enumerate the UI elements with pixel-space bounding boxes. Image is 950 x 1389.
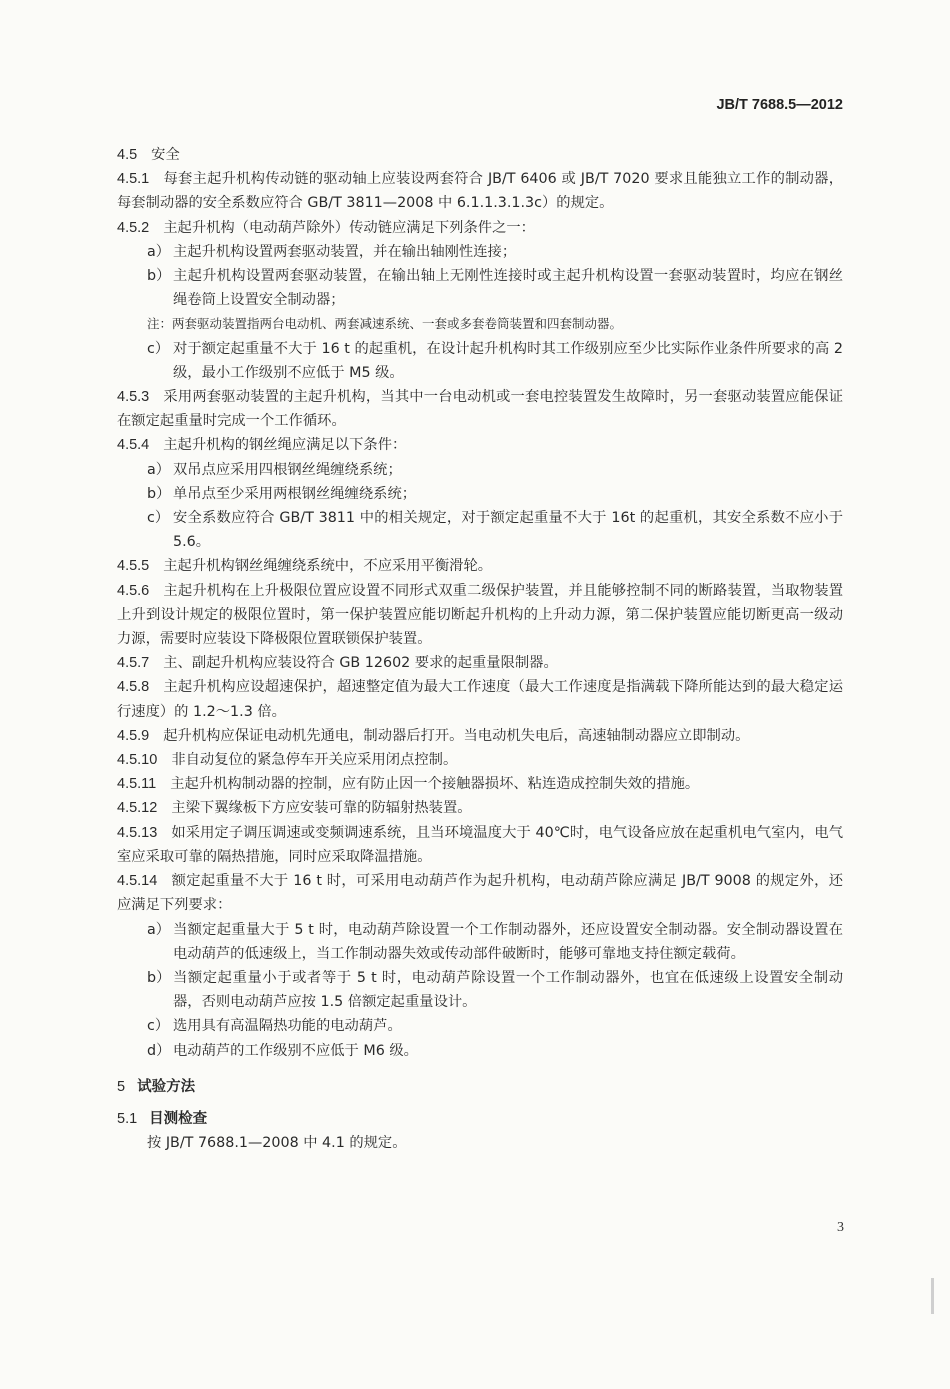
list-item: a） 主起升机构设置两套驱动装置，并在输出轴刚性连接； xyxy=(147,243,517,260)
clause-4-5-10: 4.5.10 非自动复位的紧急停车开关应采用闭点控制。 xyxy=(117,752,458,769)
chapter-heading: 5 试验方法 xyxy=(117,1078,196,1095)
list-item: a） 当额定起重量大于 5 t 时，电动葫芦除设置一个工作制动器外，还应设置安全制动器。安全制动器设置在电动葫芦的低速级上，当工作制动器失效或传动部件破断时，能够可靠地支持住额定载荷。 xyxy=(147,921,843,962)
clause-4-5-9: 4.5.9 起升机构应保证电动机先通电，制动器后打开。当电动机失电后，高速轴制动器应立即制动。 xyxy=(117,727,750,744)
clause-5-1-text: 按 JB/T 7688.1—2008 中 4.1 的规定。 xyxy=(147,1135,407,1152)
list-item: d） 电动葫芦的工作级别不应低于 M6 级。 xyxy=(147,1042,418,1059)
list-item: b） 单吊点至少采用两根钢丝绳缠绕系统； xyxy=(147,485,417,502)
list-item: c） 安全系数应符合 GB/T 3811 中的相关规定，对于额定起重量不大于 16t 的起重机，其安全系数不应小于 5.6。 xyxy=(147,510,843,551)
clause-4-5-8: 4.5.8 主起升机构应设超速保护，超速整定值为最大工作速度（最大工作速度是指满载下降所能达到的最大稳定运行速度）的 1.2～1.3 倍。 xyxy=(117,679,843,720)
list-item: a） 双吊点应采用四根钢丝绳缠绕系统； xyxy=(147,461,402,478)
note: 注：两套驱动装置指两台电动机、两套减速系统、一套或多套卷筒装置和四套制动器。 xyxy=(147,316,623,332)
clause-4-5-2: 4.5.2 主起升机构（电动葫芦除外）传动链应满足下列条件之一： xyxy=(117,219,535,236)
standard-code-header: JB/T 7688.5—2012 xyxy=(716,97,843,113)
list-item: b） 主起升机构设置两套驱动装置，在输出轴上无刚性连接时或主起升机构设置一套驱动装置时，均应在钢丝绳卷筒上设置安全制动器； xyxy=(147,268,843,309)
section-heading: 5.1 目测检查 xyxy=(117,1110,208,1127)
list-item: c） 对于额定起重量不大于 16 t 的起重机，在设计起升机构时其工作级别应至少比实际作业条件所要求的高 2 级，最小工作级别不应低于 M5 级。 xyxy=(147,340,843,381)
clause-4-5-3: 4.5.3 采用两套驱动装置的主起升机构，当其中一台电动机或一套电控装置发生故障时，另一套驱动装置应能保证在额定起重量时完成一个工作循环。 xyxy=(117,389,843,430)
clause-4-5-12: 4.5.12 主梁下翼缘板下方应安装可靠的防辐射热装置。 xyxy=(117,800,472,817)
clause-4-5-11: 4.5.11 主起升机构制动器的控制，应有防止因一个接触器损坏、粘连造成控制失效的措施。 xyxy=(117,776,700,793)
clause-4-5-6: 4.5.6 主起升机构在上升极限位置应设置不同形式双重二级保护装置，并且能够控制不同的断路装置，当取物装置上升到设计规定的极限位置时，第一保护装置应能切断起升机构的上升动力源，第二保护装置应能切断更高一级动力源，需要时应装设下降极限位置联锁保护装置。 xyxy=(117,582,843,648)
clause-4-5-5: 4.5.5 主起升机构钢丝绳缠绕系统中，不应采用平衡滑轮。 xyxy=(117,558,493,575)
page-number: 3 xyxy=(837,1220,844,1235)
section-heading: 4.5 安全 xyxy=(117,147,180,163)
scan-edge-mark xyxy=(931,1278,934,1314)
list-item: c） 选用具有高温隔热功能的电动葫芦。 xyxy=(147,1018,402,1035)
clause-4-5-1: 4.5.1 每套主起升机构传动链的驱动轴上应装设两套符合 JB/T 6406 或 JB/T 7020 要求且能独立工作的制动器，每套制动器的安全系数应符合 GB/T 3811—2008 中 6.1.1.3.1.3c）的规定。 xyxy=(117,171,843,212)
clause-4-5-13: 4.5.13 如采用定子调压调速或变频调速系统，且当环境温度大于 40℃时，电气设备应放在起重机电气室内，电气室应采取可靠的隔热措施，同时应采取降温措施。 xyxy=(117,824,843,865)
clause-4-5-7: 4.5.7 主、副起升机构应装设符合 GB 12602 要求的起重量限制器。 xyxy=(117,655,558,672)
document-body xyxy=(117,143,843,1155)
clause-4-5-4: 4.5.4 主起升机构的钢丝绳应满足以下条件： xyxy=(117,437,407,454)
clause-4-5-14: 4.5.14 额定起重量不大于 16 t 时，可采用电动葫芦作为起升机构，电动葫芦除应满足 JB/T 9008 的规定外，还应满足下列要求： xyxy=(117,873,843,914)
list-item: b） 当额定起重量小于或者等于 5 t 时，电动葫芦除设置一个工作制动器外，也宜在低速级上设置安全制动器，否则电动葫芦应按 1.5 倍额定起重量设计。 xyxy=(147,969,843,1011)
